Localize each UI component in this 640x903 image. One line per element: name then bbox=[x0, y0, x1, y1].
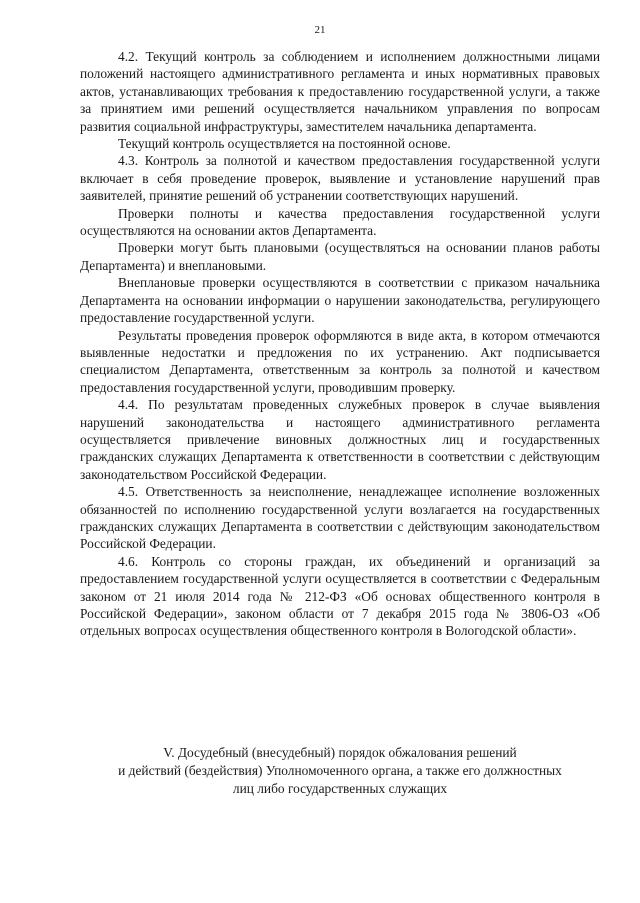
paragraph-4-5: 4.5. Ответственность за неисполнение, ненадлежащее исполнение возложенных обязанностей по исполнению государственной услуги возлагается на государственных гражданских служащих Департамента в соответствии с действующим законодательством Российской Федерации. bbox=[80, 484, 600, 552]
paragraph-checks-types: Проверки могут быть плановыми (осуществляться на основании планов работы Департамента) и внеплановыми. bbox=[80, 240, 600, 273]
paragraph-checks-basis: Проверки полноты и качества предоставления государственной услуги осуществляются на основании актов Департамента. bbox=[80, 205, 600, 239]
paragraph-4-4: 4.4. По результатам проведенных служебных проверок в случае выявления нарушений законодательства и настоящего административного регламента осуществляется привлечение виновных должностных лиц и государственных гражданских служащих Департамента к ответственности в соответствии с действующим законодательством Российской Федерации. bbox=[80, 397, 600, 482]
document-body bbox=[80, 48, 600, 640]
paragraph-current-control: Текущий контроль осуществляется на постоянной основе. bbox=[118, 136, 451, 152]
section-heading-line: и действий (бездействия) Уполномоченного органа, а также его должностных bbox=[118, 763, 562, 778]
paragraph-4-2: 4.2. Текущий контроль за соблюдением и исполнением должностными лицами положений настоящего административного регламента и иных нормативных правовых актов, устанавливающих требования к предоставлению государственной услуги, а также за принятием ими решений осуществляется начальником управления по вопросам развития социальной инфраструктуры, заместителем начальника департамента. bbox=[80, 49, 600, 134]
page-number: 21 bbox=[314, 24, 326, 36]
paragraph-check-results: Результаты проведения проверок оформляются в виде акта, в котором отмечаются выявленные недостатки и предложения по их устранению. Акт подписывается специалистом Департамента, ответственным за контроль за полнотой и качеством предоставления государственной услуги, проводившим проверку. bbox=[80, 327, 600, 395]
section-heading-line: лиц либо государственных служащих bbox=[232, 781, 448, 796]
paragraph-4-6: 4.6. Контроль со стороны граждан, их объединений и организаций за предоставлением государственной услуги осуществляется в соответствии с Федеральным законом от 21 июля 2014 года № 212-ФЗ «Об основах общественного контроля в Российской Федерации», законом области от 7 декабря 2015 года № 3806-ОЗ «Об отдельных вопросах осуществления общественного контроля в Вологодской области». bbox=[80, 553, 600, 639]
section-heading bbox=[70, 744, 610, 798]
paragraph-4-3: 4.3. Контроль за полнотой и качеством предоставления государственной услуги включает в себя проведение проверок, выявление и установление нарушений прав заявителей, принятие решений об устранении соответствующих нарушений. bbox=[80, 153, 600, 204]
section-heading-line: V. Досудебный (внесудебный) порядок обжалования решений bbox=[163, 745, 517, 760]
paragraph-unplanned-checks: Внеплановые проверки осуществляются в соответствии с приказом начальника Департамента на основании информации о нарушении законодательства, регулирующего предоставление государственной услуги. bbox=[80, 275, 600, 326]
